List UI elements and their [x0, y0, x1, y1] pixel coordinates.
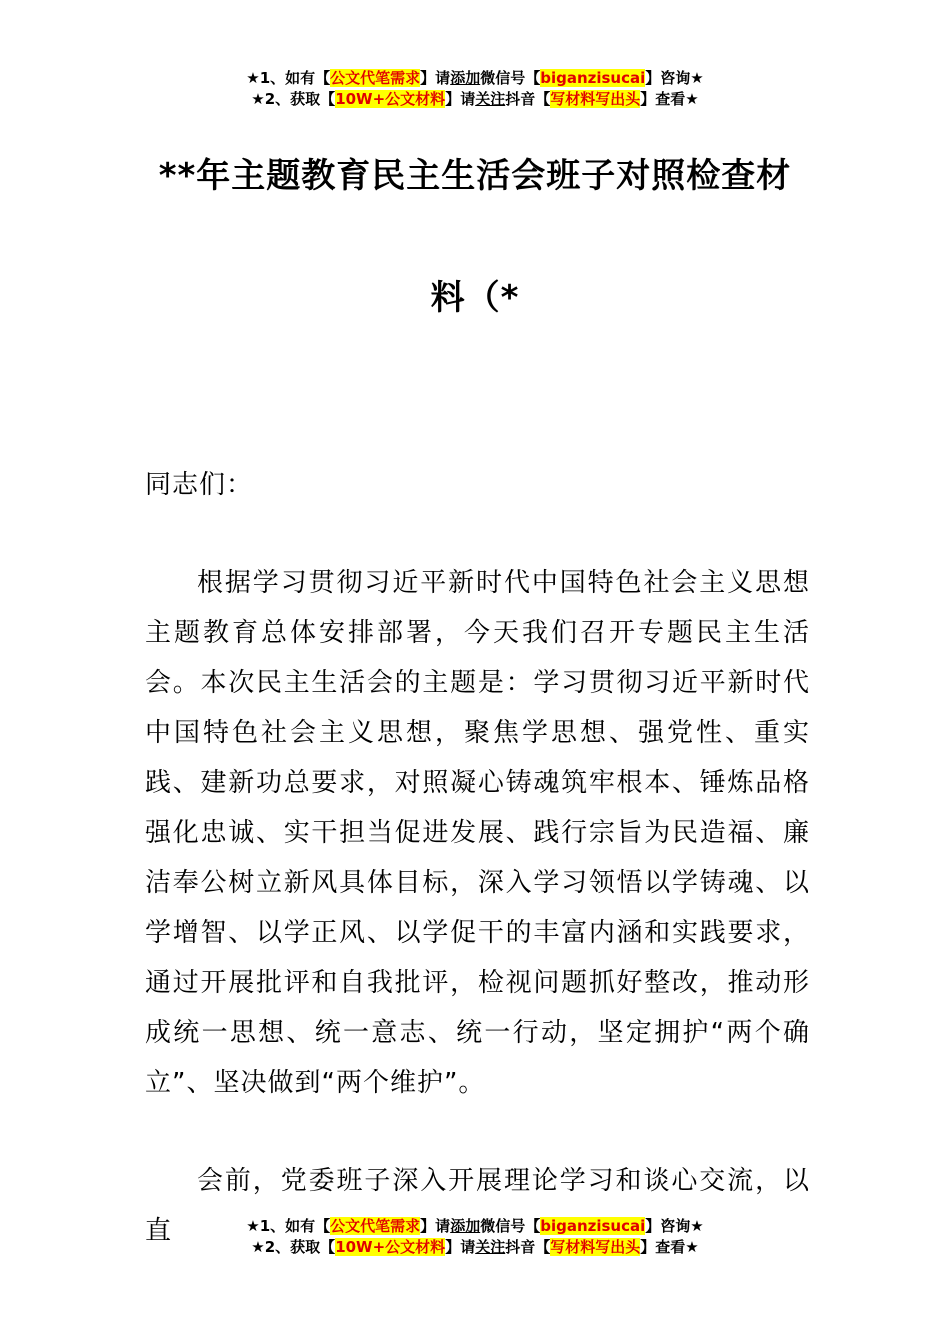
document-title-line-2: 料（*: [430, 278, 520, 318]
douyin-account: 写材料写出头: [550, 1238, 641, 1256]
salutation: 同志们：: [145, 470, 254, 500]
notice-line-2: ★2、获取【10W+公文材料】请关注抖音【写材料写出头】查看★: [251, 90, 699, 108]
document-title-line-1: **年主题教育民主生活会班子对照检查材: [158, 156, 792, 196]
douyin-account: 写材料写出头: [550, 90, 641, 108]
paragraph-2: 会前，党委班子深入开展理论学习和谈心交流，以直: [145, 1166, 810, 1246]
paragraph-1: 根据学习贯彻习近平新时代中国特色社会主义思想主题教育总体安排部署，今天我们召开专题民主生活会。本次民主生活会的主题是：学习贯彻习近平新时代中国特色社会主义思想，聚焦学思想、强党性、重实践、建新功总要求，对照凝心铸魂筑牢根本、锤炼品格强化忠诚、实干担当促进发展、践行宗旨为民造福、廉洁奉公树立新风具体目标，深入学习领悟以学铸魂、以学增智、以学正风、以学促干的丰富内涵和实践要求，通过开展批评和自我批评，检视问题抓好整改，推动形成统一思想、统一意志、统一行动，坚定拥护“两个确立”、坚决做到“两个维护”。: [145, 568, 810, 1098]
notice-line-1: ★1、如有【公文代笔需求】请添加微信号【biganzisucai】咨询★: [246, 1217, 704, 1235]
notice-highlight: 公文代笔需求: [330, 69, 421, 87]
bottom-notice: [0, 1216, 950, 1258]
notice-line-1: ★1、如有【公文代笔需求】请添加微信号【biganzisucai】咨询★: [246, 69, 704, 87]
top-notice: [0, 68, 950, 110]
notice-highlight: 10W+公文材料: [335, 1238, 446, 1256]
notice-line-2: ★2、获取【10W+公文材料】请关注抖音【写材料写出头】查看★: [251, 1238, 699, 1256]
wechat-id: biganzisucai: [540, 1217, 646, 1235]
notice-highlight: 10W+公文材料: [335, 90, 446, 108]
notice-highlight: 公文代笔需求: [330, 1217, 421, 1235]
wechat-id: biganzisucai: [540, 69, 646, 87]
